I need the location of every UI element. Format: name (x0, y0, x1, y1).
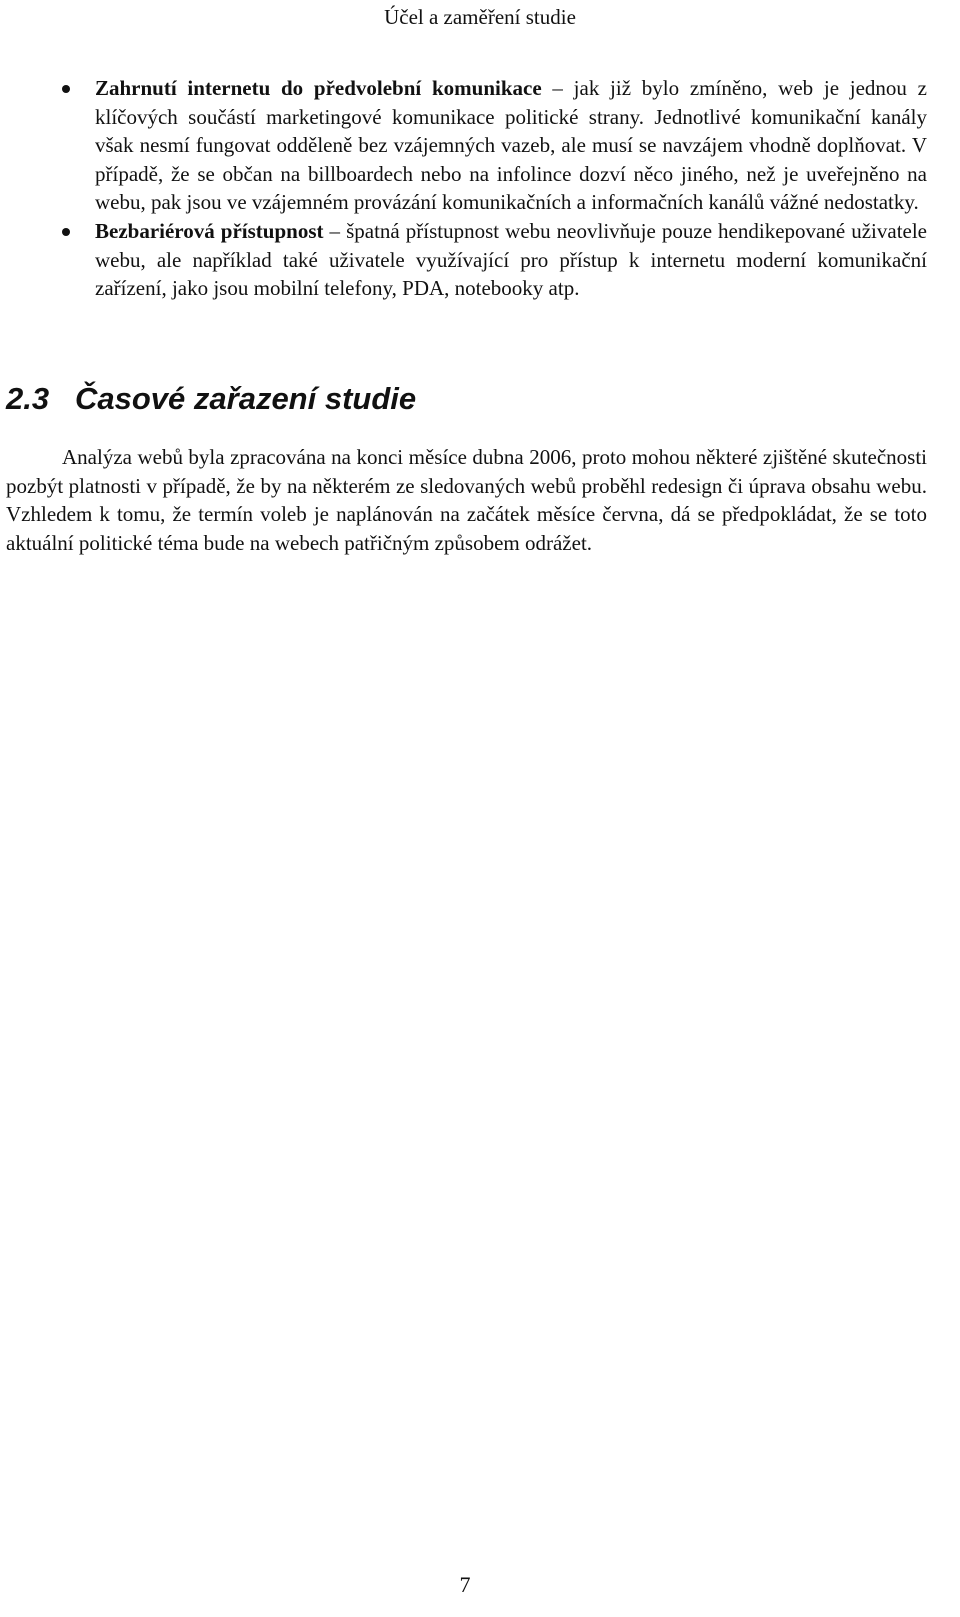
bullet-list (95, 74, 927, 303)
section-title: Časové zařazení studie (75, 381, 417, 416)
bullet-icon (62, 85, 70, 93)
bullet-term: Bezbariérová přístupnost (95, 218, 324, 243)
bullet-icon (62, 228, 70, 236)
bullet-item-internet (95, 74, 927, 217)
bullet-text: – jak již bylo zmíněno, web je jednou z klíčových součástí marketingové komunikace politické strany. Jednotlivé komunikační kanály však nesmí fungovat odděleně bez vzájemných vazeb, ale musí se navzájem vhodně doplňovat. V případě, že se občan na billboardech nebo na infolince dozví něco jiného, než je uveřejněno na webu, pak jsou ve vzájemném provázání komunikačních a informačních kanálů vážné nedostatky. (95, 76, 927, 215)
running-header: Účel a zaměření studie (384, 5, 576, 29)
section-number: 2.3 (6, 381, 50, 416)
bullet-term: Zahrnutí internetu do předvolební komunikace (95, 76, 542, 100)
section-heading (6, 378, 416, 420)
bullet-item-accessibility (95, 217, 927, 303)
body-paragraph: Analýza webů byla zpracována na konci měsíce dubna 2006, proto mohou některé zjištěné skutečnosti pozbýt platnosti v případě, že by na některém ze sledovaných webů proběhl redesign či úprava obsahu webu. Vzhledem k tomu, že termín voleb je naplánován na začátek měsíce června, dá se předpokládat, že se toto aktuální politické téma bude na webech patřičným způsobem odrážet. (6, 445, 927, 555)
page-number: 7 (459, 1572, 471, 1597)
bullet-text: – špatná přístupnost webu neovlivňuje pouze hendikepované uživatele webu, ale například také uživatele využívající pro přístup k internetu moderní komunikační zařízení, jako jsou mobilní telefony, PDA, notebooky atp. (95, 218, 928, 301)
